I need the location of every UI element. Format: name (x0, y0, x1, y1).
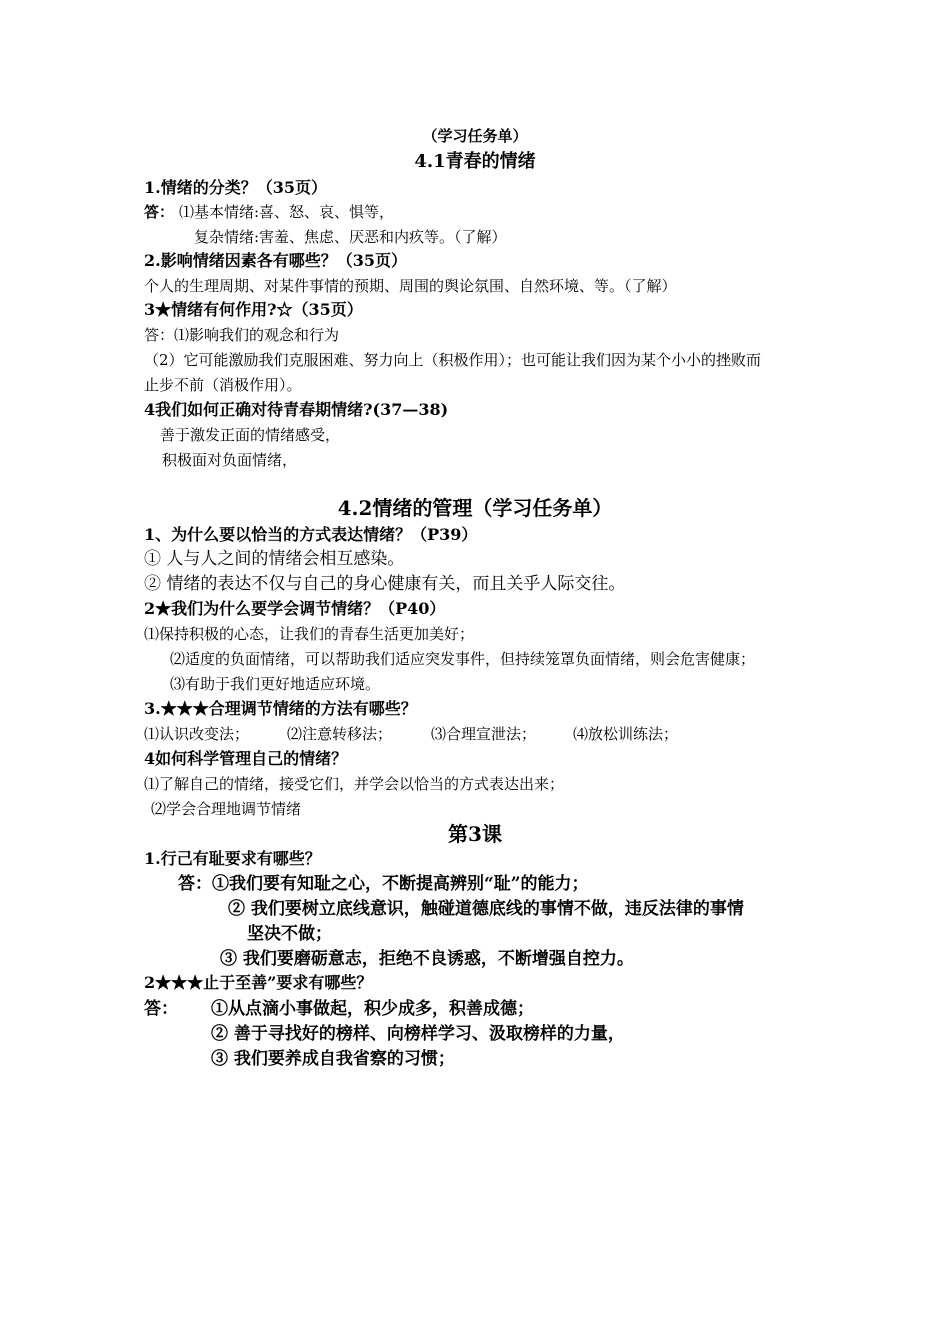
q-4-2-1: 1、为什么要以恰当的方式表达情绪？（P39） (144, 525, 478, 544)
q-4-1-2: 2.影响情绪因素各有哪些？（35页） (144, 251, 407, 270)
answer-line: 善于激发正面的情绪感受， (160, 426, 341, 444)
lesson-3-title: 第3课 (448, 822, 502, 846)
answer-line: 答：⑴影响我们的观念和行为 (144, 326, 340, 344)
answer-line: ⑵学会合理地调节情绪 (151, 800, 302, 818)
q-4-2-2: 2★我们为什么要学会调节情绪？（P40） (144, 599, 446, 618)
answer-line: ⑴基本情绪:喜、怒、哀、惧等， (179, 203, 395, 221)
answer-line: 止步不前（消极作用）。 (144, 376, 302, 394)
answer-line: ③ 我们要养成自我省察的习惯； (211, 1049, 455, 1069)
section-4-2-title: 4.2情绪的管理（学习任务单） (337, 496, 613, 520)
answer-line: ⑶有助于我们更好地适应环境。 (170, 675, 381, 693)
q-4-1-4: 4我们如何正确对待青春期情绪?(37—38) (144, 400, 449, 419)
method-item: ⑴认识改变法； (144, 725, 250, 743)
answer-line: （2）它可能激励我们克服困难、努力向上（积极作用）；也可能让我们因为某个小小的挫败而 (144, 351, 762, 369)
answer-line: ⑴了解自己的情绪，接受它们，并学会以恰当的方式表达出来； (144, 775, 565, 793)
answer-line: 积极面对负面情绪， (162, 451, 298, 469)
answer-prefix: 答： (144, 203, 175, 221)
method-item: ⑶合理宣泄法； (431, 725, 537, 743)
task-sheet-label: （学习任务单） (422, 127, 528, 145)
section-4-1-title: 4.1青春的情绪 (414, 151, 536, 172)
answer-line: ⑴保持积极的心态，让我们的青春生活更加美好； (144, 625, 475, 643)
q-lesson3-2: 2★★★止于至善”要求有哪些？ (144, 973, 373, 992)
answer-line: ① 人与人之间的情绪会相互感染。 (144, 549, 405, 569)
answer-prefix: 答： (144, 999, 178, 1019)
answer-line: 坚决不做； (247, 924, 332, 944)
answer-line: ①从点滴小事做起，积少成多，积善成德； (211, 999, 534, 1019)
method-item: ⑷放松训练法； (573, 725, 679, 743)
answer-line: 个人的生理周期、对某件事情的预期、周围的舆论氛围、自然环境、等。（了解） (144, 277, 677, 295)
answer-line: ③ 我们要磨砺意志，拒绝不良诱惑，不断增强自控力。 (220, 949, 634, 969)
q-4-1-1: 1.情绪的分类？（35页） (144, 178, 327, 197)
answer-line: ⑵适度的负面情绪，可以帮助我们适应突发事件，但持续笼罩负面情绪，则会危害健康； (170, 650, 756, 668)
answer-line: ② 善于寻找好的榜样、向榜样学习、汲取榜样的力量， (211, 1024, 625, 1044)
q-4-1-3: 3★情绪有何作用?☆（35页） (144, 300, 363, 319)
answer-line: ② 情绪的表达不仅与自己的身心健康有关，而且关乎人际交往。 (144, 574, 626, 594)
q-4-2-3: 3.★★★合理调节情绪的方法有哪些？ (144, 699, 417, 718)
q-4-2-4: 4如何科学管理自己的情绪？ (144, 749, 348, 768)
method-item: ⑵注意转移法； (287, 725, 393, 743)
answer-line: ② 我们要树立底线意识，触碰道德底线的事情不做，违反法律的事情 (228, 899, 744, 919)
q-lesson3-1: 1.行己有耻要求有哪些？ (144, 849, 321, 868)
answer-line: 答：①我们要有知耻之心，不断提高辨别“耻”的能力； (178, 874, 589, 894)
answer-line: 复杂情绪:害羞、焦虑、厌恶和内疚等。（了解） (194, 228, 507, 246)
